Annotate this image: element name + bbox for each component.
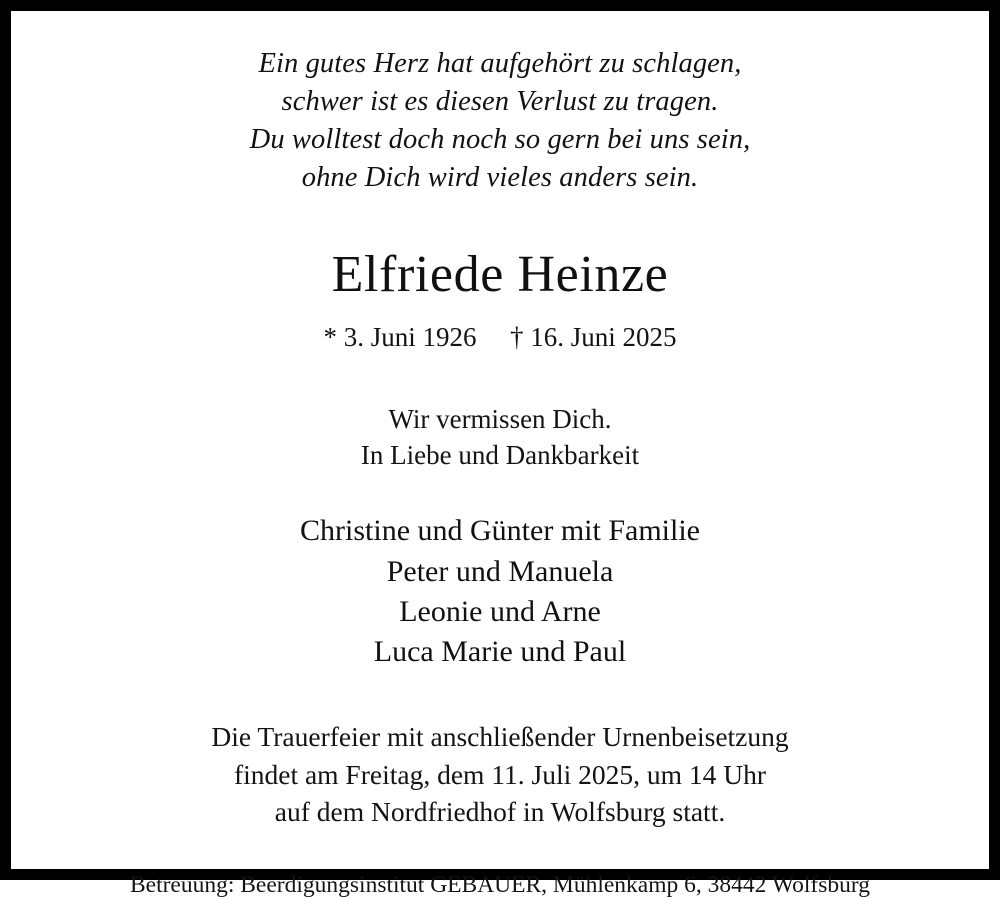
death-date: † 16. Juni 2025: [510, 321, 677, 352]
deceased-name: Elfriede Heinze: [331, 245, 669, 303]
funeral-home-info: Betreuung: Beerdigungsinstitut GEBAUER, Mühlenkamp 6, 38442 Wolfsburg: [129, 872, 871, 899]
ceremony-line-1: Die Trauerfeier mit anschließender Urnenbeisetzung: [211, 721, 789, 753]
ceremony-line-2: findet am Freitag, dem 11. Juli 2025, um 14 Uhr: [233, 758, 767, 790]
family-block: [300, 511, 700, 672]
farewell-block: [361, 401, 639, 474]
family-line-3: Leonie und Arne: [399, 594, 601, 628]
ceremony-block: [211, 718, 788, 830]
poem-line-4: ohne Dich wird vieles anders sein.: [301, 161, 699, 193]
poem-line-3: Du wolltest doch noch so gern bei uns sein,: [249, 123, 751, 155]
poem-line-2: schwer ist es diesen Verlust zu tragen.: [281, 85, 719, 117]
poem-block: [250, 45, 751, 197]
farewell-line-1: Wir vermissen Dich.: [388, 403, 612, 434]
family-line-1: Christine und Günter mit Familie: [300, 514, 700, 548]
family-line-4: Luca Marie und Paul: [373, 635, 627, 668]
birth-date: * 3. Juni 1926: [323, 321, 477, 352]
poem-line-1: Ein gutes Herz hat aufgehört zu schlagen,: [258, 48, 742, 79]
family-line-2: Peter und Manuela: [386, 554, 614, 588]
life-dates: [323, 322, 676, 353]
ceremony-line-3: auf dem Nordfriedhof in Wolfsburg statt.: [274, 795, 726, 827]
farewell-line-2: In Liebe und Dankbarkeit: [360, 440, 640, 470]
